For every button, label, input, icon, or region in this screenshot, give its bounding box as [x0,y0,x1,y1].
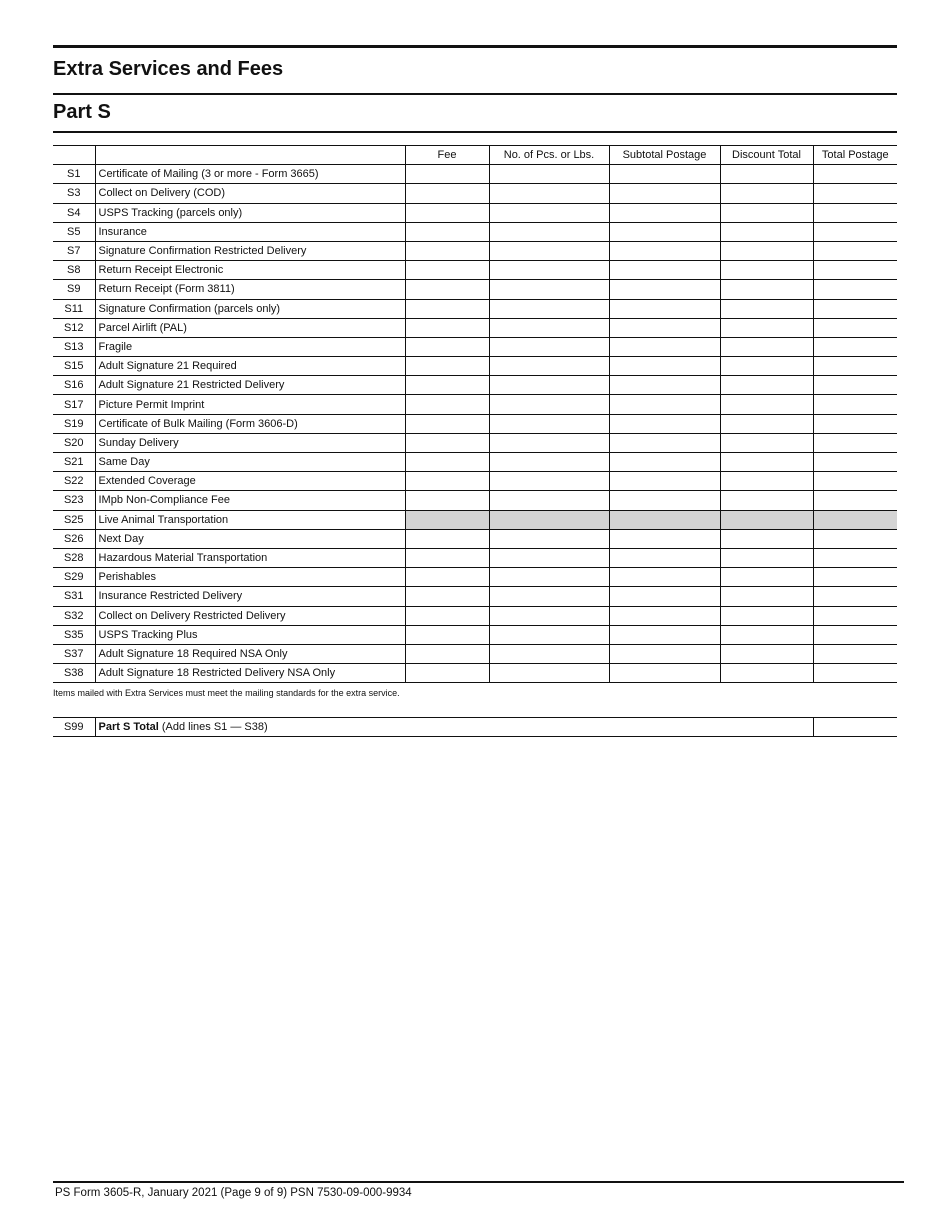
discount-total-field[interactable] [720,414,813,433]
subtotal-postage-field[interactable] [609,548,720,567]
fee-field[interactable] [405,414,489,433]
pieces-or-lbs-field[interactable] [489,337,609,356]
total-postage-field[interactable] [813,587,897,606]
table-row [53,395,897,414]
fee-field[interactable] [405,299,489,318]
column-header-total-postage: Total Postage [813,146,897,165]
row-code: S25 [53,510,95,529]
subtotal-postage-field[interactable] [609,491,720,510]
subtotal-postage-field[interactable] [609,241,720,260]
part-heading: Part S [53,101,111,123]
table-row [53,606,897,625]
row-code: S15 [53,357,95,376]
pieces-or-lbs-field[interactable] [489,414,609,433]
table-row [53,644,897,663]
subtotal-postage-field[interactable] [609,568,720,587]
row-label: Extended Coverage [95,472,405,491]
total-postage-field[interactable] [813,299,897,318]
row-label: Perishables [95,568,405,587]
pieces-or-lbs-field[interactable] [489,395,609,414]
table-row [53,568,897,587]
row-code: S20 [53,433,95,452]
row-label: Picture Permit Imprint [95,395,405,414]
pieces-or-lbs-field[interactable] [489,261,609,280]
fee-field[interactable] [405,357,489,376]
fee-field[interactable] [405,472,489,491]
pieces-or-lbs-field [489,510,609,529]
row-label: Collect on Delivery Restricted Delivery [95,606,405,625]
total-postage-field[interactable] [813,625,897,644]
table-row [53,587,897,606]
pieces-or-lbs-field[interactable] [489,644,609,663]
total-postage-field[interactable] [813,395,897,414]
fee-field[interactable] [405,433,489,452]
row-code: S21 [53,453,95,472]
discount-total-field[interactable] [720,318,813,337]
fee-field[interactable] [405,453,489,472]
pieces-or-lbs-field[interactable] [489,568,609,587]
total-value-field[interactable] [813,718,897,737]
row-label: Collect on Delivery (COD) [95,184,405,203]
subtotal-postage-field[interactable] [609,318,720,337]
table-row [53,472,897,491]
table-row [53,261,897,280]
row-label: Same Day [95,453,405,472]
row-label: USPS Tracking Plus [95,625,405,644]
row-label: Certificate of Mailing (3 or more - Form 3665) [95,165,405,184]
subtotal-postage-field[interactable] [609,299,720,318]
top-rule [53,45,897,48]
fee-field[interactable] [405,261,489,280]
fee-field[interactable] [405,664,489,683]
row-code: S1 [53,165,95,184]
pieces-or-lbs-field[interactable] [489,165,609,184]
total-code: S99 [53,718,95,737]
fee-field[interactable] [405,568,489,587]
total-label-rest: (Add lines S1 — S38) [158,721,268,733]
discount-total-field[interactable] [720,644,813,663]
pieces-or-lbs-field[interactable] [489,318,609,337]
table-row [53,529,897,548]
pieces-or-lbs-field[interactable] [489,587,609,606]
subtotal-postage-field[interactable] [609,625,720,644]
pieces-or-lbs-field[interactable] [489,184,609,203]
fee-field[interactable] [405,222,489,241]
extra-services-note: Items mailed with Extra Services must meet the mailing standards for the extra service. [53,688,400,698]
table-row [53,548,897,567]
total-postage-field[interactable] [813,357,897,376]
pieces-or-lbs-field[interactable] [489,529,609,548]
table-row [53,165,897,184]
header-description [95,146,405,165]
fee-field[interactable] [405,644,489,663]
table-row [53,376,897,395]
table-row [53,414,897,433]
row-code: S7 [53,241,95,260]
discount-total-field[interactable] [720,433,813,452]
subtotal-postage-field[interactable] [609,357,720,376]
row-label: Hazardous Material Transportation [95,548,405,567]
total-postage-field[interactable] [813,606,897,625]
part-s-total-table [53,717,897,737]
fee-field[interactable] [405,165,489,184]
row-code: S22 [53,472,95,491]
total-postage-field[interactable] [813,337,897,356]
subtotal-postage-field[interactable] [609,222,720,241]
discount-total-field[interactable] [720,548,813,567]
footer-rule [53,1181,904,1183]
discount-total-field[interactable] [720,222,813,241]
total-postage-field[interactable] [813,568,897,587]
discount-total-field[interactable] [720,529,813,548]
discount-total-field[interactable] [720,337,813,356]
row-label: Certificate of Bulk Mailing (Form 3606-D) [95,414,405,433]
fee-field[interactable] [405,337,489,356]
row-code: S9 [53,280,95,299]
discount-total-field[interactable] [720,299,813,318]
discount-total-field[interactable] [720,664,813,683]
pieces-or-lbs-field[interactable] [489,222,609,241]
total-postage-field[interactable] [813,165,897,184]
pieces-or-lbs-field[interactable] [489,357,609,376]
fee-field[interactable] [405,241,489,260]
title-rule [53,93,897,95]
form-footer: PS Form 3605-R, January 2021 (Page 9 of 9) PSN 7530-09-000-9934 [55,1187,412,1199]
row-code: S12 [53,318,95,337]
total-postage-field[interactable] [813,222,897,241]
discount-total-field [720,510,813,529]
discount-total-field[interactable] [720,165,813,184]
total-postage-field[interactable] [813,664,897,683]
row-code: S8 [53,261,95,280]
subtotal-postage-field[interactable] [609,165,720,184]
row-code: S3 [53,184,95,203]
row-label: Next Day [95,529,405,548]
pieces-or-lbs-field[interactable] [489,280,609,299]
pieces-or-lbs-field[interactable] [489,664,609,683]
discount-total-field[interactable] [720,625,813,644]
subtotal-postage-field[interactable] [609,395,720,414]
column-header-pieces-or-lbs: No. of Pcs. or Lbs. [489,146,609,165]
discount-total-field[interactable] [720,376,813,395]
section-title: Extra Services and Fees [53,58,284,80]
table-row [53,184,897,203]
row-code: S38 [53,664,95,683]
table-row [53,510,897,529]
row-label: IMpb Non-Compliance Fee [95,491,405,510]
subtotal-postage-field[interactable] [609,433,720,452]
discount-total-field[interactable] [720,472,813,491]
total-postage-field[interactable] [813,548,897,567]
fee-field[interactable] [405,548,489,567]
table-row [53,453,897,472]
fee-field[interactable] [405,587,489,606]
fee-field[interactable] [405,376,489,395]
table-row [53,222,897,241]
fee-field[interactable] [405,529,489,548]
table-row [53,625,897,644]
table-row [53,280,897,299]
discount-total-field[interactable] [720,568,813,587]
header-code [53,146,95,165]
row-label: Insurance [95,222,405,241]
subtotal-postage-field[interactable] [609,664,720,683]
column-header-discount-total: Discount Total [720,146,813,165]
total-postage-field[interactable] [813,318,897,337]
row-code: S26 [53,529,95,548]
table-row [53,337,897,356]
subtotal-postage-field[interactable] [609,280,720,299]
table-row [53,357,897,376]
row-label: USPS Tracking (parcels only) [95,203,405,222]
row-label: Signature Confirmation Restricted Delivery [95,241,405,260]
row-code: S23 [53,491,95,510]
subtotal-postage-field[interactable] [609,644,720,663]
total-label [95,718,813,737]
row-code: S16 [53,376,95,395]
subtotal-postage-field[interactable] [609,472,720,491]
row-label: Live Animal Transportation [95,510,405,529]
row-code: S13 [53,337,95,356]
row-code: S5 [53,222,95,241]
fee-field[interactable] [405,606,489,625]
table-row [53,241,897,260]
total-row [53,718,897,737]
table-row [53,299,897,318]
total-postage-field[interactable] [813,376,897,395]
total-postage-field[interactable] [813,184,897,203]
subtotal-postage-field[interactable] [609,261,720,280]
extra-services-table [53,145,897,683]
row-code: S32 [53,606,95,625]
subtotal-postage-field[interactable] [609,453,720,472]
pieces-or-lbs-field[interactable] [489,299,609,318]
subtotal-postage-field[interactable] [609,529,720,548]
total-postage-field[interactable] [813,280,897,299]
table-row [53,491,897,510]
total-postage-field[interactable] [813,261,897,280]
pieces-or-lbs-field[interactable] [489,241,609,260]
discount-total-field[interactable] [720,241,813,260]
total-label-bold: Part S Total [98,721,159,733]
subtotal-postage-field[interactable] [609,203,720,222]
row-label: Return Receipt Electronic [95,261,405,280]
row-label: Adult Signature 18 Restricted Delivery NSA Only [95,664,405,683]
discount-total-field[interactable] [720,606,813,625]
pieces-or-lbs-field[interactable] [489,376,609,395]
pieces-or-lbs-field[interactable] [489,491,609,510]
pieces-or-lbs-field[interactable] [489,433,609,452]
table-header-row [53,146,897,165]
total-postage-field[interactable] [813,529,897,548]
total-postage-field[interactable] [813,241,897,260]
row-label: Adult Signature 18 Required NSA Only [95,644,405,663]
row-label: Adult Signature 21 Restricted Delivery [95,376,405,395]
row-label: Adult Signature 21 Required [95,357,405,376]
discount-total-field[interactable] [720,453,813,472]
row-label: Insurance Restricted Delivery [95,587,405,606]
part-rule [53,131,897,133]
discount-total-field[interactable] [720,587,813,606]
row-label: Signature Confirmation (parcels only) [95,299,405,318]
fee-field[interactable] [405,184,489,203]
table-row [53,318,897,337]
total-postage-field[interactable] [813,414,897,433]
row-label: Return Receipt (Form 3811) [95,280,405,299]
table-row [53,203,897,222]
total-postage-field[interactable] [813,203,897,222]
fee-field[interactable] [405,280,489,299]
subtotal-postage-field[interactable] [609,337,720,356]
table-row [53,433,897,452]
row-label: Fragile [95,337,405,356]
row-code: S37 [53,644,95,663]
fee-field[interactable] [405,625,489,644]
total-postage-field [813,510,897,529]
column-header-fee: Fee [405,146,489,165]
subtotal-postage-field[interactable] [609,376,720,395]
row-code: S19 [53,414,95,433]
subtotal-postage-field[interactable] [609,184,720,203]
pieces-or-lbs-field[interactable] [489,453,609,472]
pieces-or-lbs-field[interactable] [489,606,609,625]
discount-total-field[interactable] [720,357,813,376]
fee-field[interactable] [405,491,489,510]
pieces-or-lbs-field[interactable] [489,203,609,222]
subtotal-postage-field[interactable] [609,587,720,606]
table-row [53,664,897,683]
discount-total-field[interactable] [720,491,813,510]
pieces-or-lbs-field[interactable] [489,548,609,567]
discount-total-field[interactable] [720,261,813,280]
subtotal-postage-field [609,510,720,529]
subtotal-postage-field[interactable] [609,414,720,433]
row-code: S29 [53,568,95,587]
discount-total-field[interactable] [720,184,813,203]
total-postage-field[interactable] [813,472,897,491]
row-code: S28 [53,548,95,567]
total-postage-field[interactable] [813,644,897,663]
pieces-or-lbs-field[interactable] [489,472,609,491]
row-code: S11 [53,299,95,318]
row-code: S4 [53,203,95,222]
fee-field [405,510,489,529]
discount-total-field[interactable] [720,203,813,222]
discount-total-field[interactable] [720,395,813,414]
column-header-subtotal-postage: Subtotal Postage [609,146,720,165]
total-postage-field[interactable] [813,453,897,472]
fee-field[interactable] [405,318,489,337]
total-postage-field[interactable] [813,433,897,452]
subtotal-postage-field[interactable] [609,606,720,625]
discount-total-field[interactable] [720,280,813,299]
row-label: Sunday Delivery [95,433,405,452]
total-postage-field[interactable] [813,491,897,510]
fee-field[interactable] [405,203,489,222]
pieces-or-lbs-field[interactable] [489,625,609,644]
row-code: S31 [53,587,95,606]
row-code: S17 [53,395,95,414]
fee-field[interactable] [405,395,489,414]
row-code: S35 [53,625,95,644]
row-label: Parcel Airlift (PAL) [95,318,405,337]
